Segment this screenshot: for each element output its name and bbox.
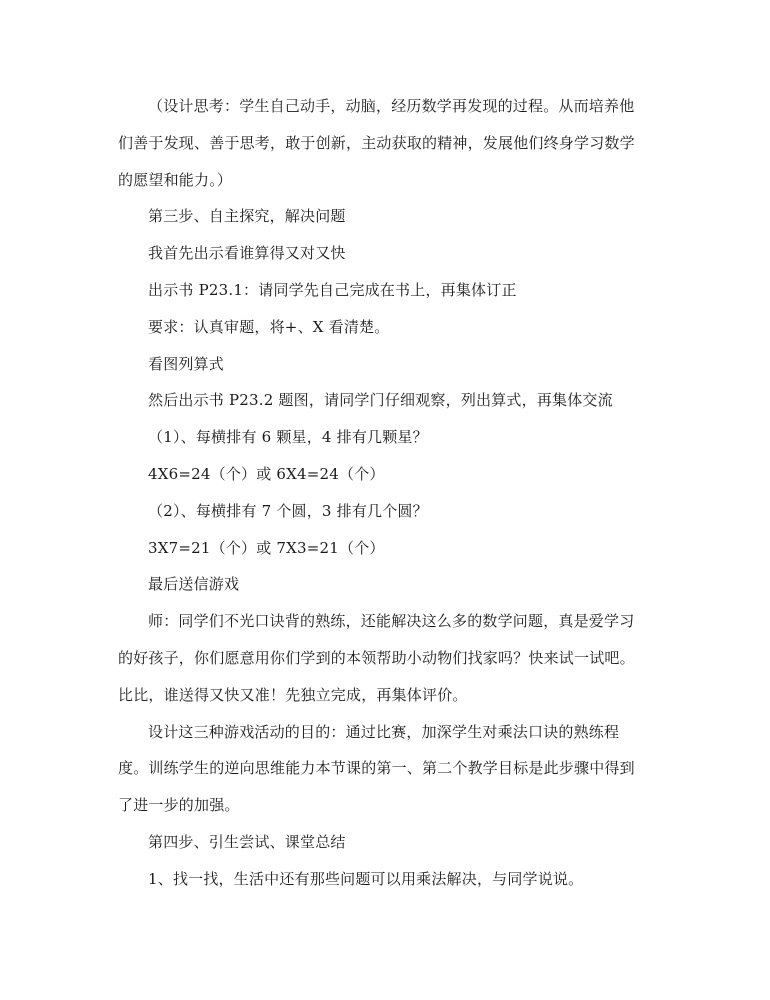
paragraph-find-problems: 1、找一找，生活中还有那些问题可以用乘法解决，与同学说说。 xyxy=(148,869,584,888)
text-line: 师：同学们不光口诀背的熟练，还能解决这么多的数学问题，真是爱学习 xyxy=(148,612,635,631)
answer-one: 4X6=24（个）或 6X4=24（个） xyxy=(148,464,385,483)
paragraph-speed-quiz: 我首先出示看谁算得又对又快 xyxy=(148,244,346,263)
paragraph-picture-equation: 看图列算式 xyxy=(148,354,225,373)
question-one: （1）、每横排有 6 颗星，4 排有几颗星？ xyxy=(148,428,428,447)
text-line: 们善于发现、善于思考，敢于创新，主动获取的精神，发展他们终身学习数学 xyxy=(118,133,635,152)
text-line: 的好孩子，你们愿意用你们学到的本领帮助小动物们找家吗？快来试一试吧。 xyxy=(118,648,635,667)
document-page xyxy=(118,88,648,898)
paragraph-game-purpose xyxy=(118,714,648,824)
paragraph-letter-game: 最后送信游戏 xyxy=(148,575,240,594)
heading-step-three: 第三步、自主探究，解决问题 xyxy=(148,207,346,226)
paragraph-design-thinking xyxy=(118,88,648,198)
paragraph-teacher-speech xyxy=(118,603,648,713)
text-line: 比比，谁送得又快又准！先独立完成，再集体评价。 xyxy=(118,685,468,704)
text-line: 了进一步的加强。 xyxy=(118,796,240,815)
paragraph-requirement: 要求：认真审题，将+、X 看清楚。 xyxy=(148,317,390,336)
answer-two: 3X7=21（个）或 7X3=21（个） xyxy=(148,538,385,557)
question-two: （2）、每横排有 7 个圆，3 排有几个圆？ xyxy=(148,501,428,520)
text-line: 设计这三种游戏活动的目的：通过比赛，加深学生对乘法口诀的熟练程 xyxy=(148,722,620,741)
text-line: 的愿望和能力。） xyxy=(118,170,233,189)
text-line: 度。训练学生的逆向思维能力本节课的第一、第二个教学目标是此步骤中得到 xyxy=(118,759,635,778)
heading-step-four: 第四步、引生尝试、课堂总结 xyxy=(148,832,346,851)
text-line: （设计思考：学生自己动手，动脑，经历数学再发现的过程。从而培养他 xyxy=(148,97,635,115)
paragraph-show-book-p23-2: 然后出示书 P23.2 题图，请同学门仔细观察，列出算式，再集体交流 xyxy=(148,391,613,410)
paragraph-show-book-p23-1: 出示书 P23.1：请同学先自己完成在书上，再集体订正 xyxy=(148,280,517,299)
